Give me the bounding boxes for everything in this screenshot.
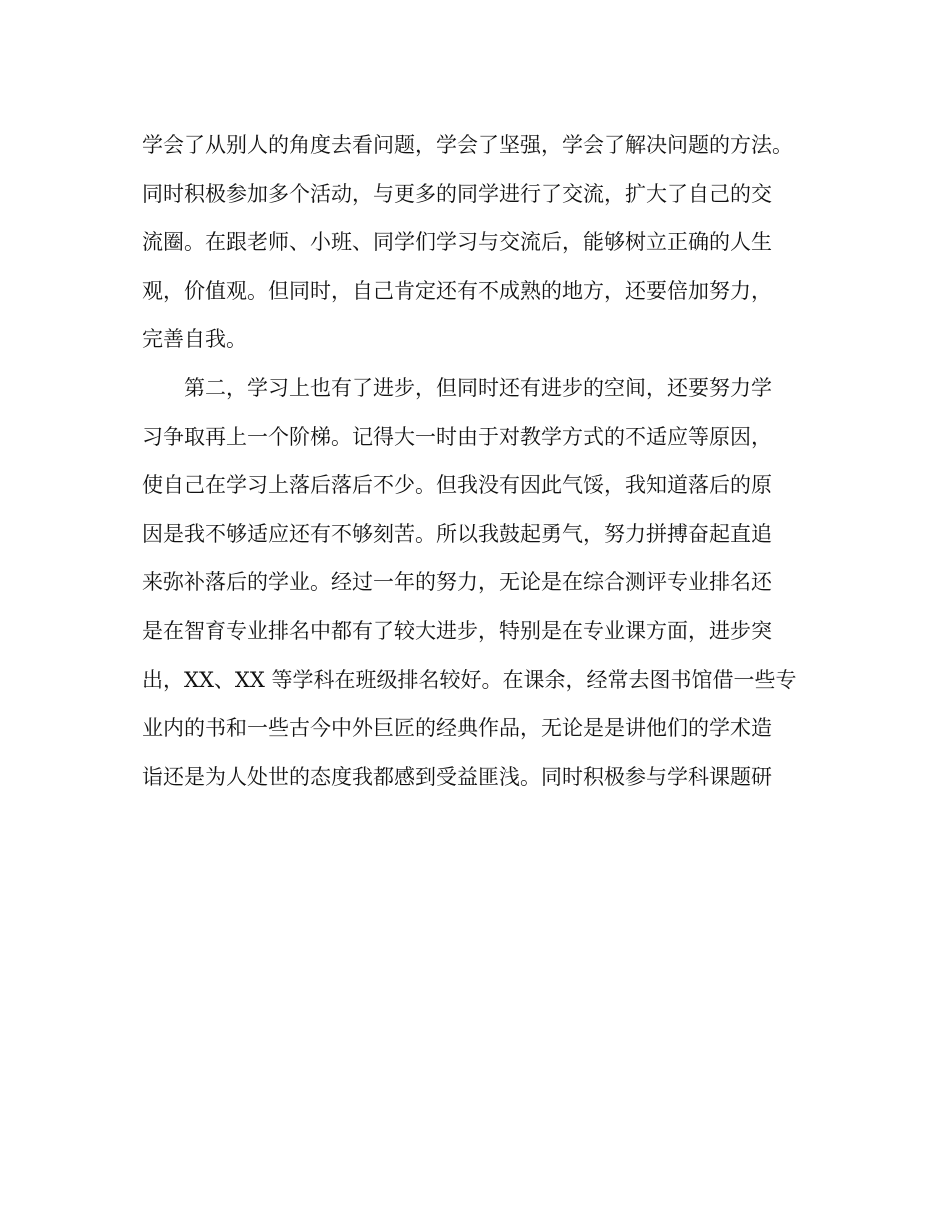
text-line: 因是我不够适应还有不够刻苦。所以我鼓起勇气，努力拼搏奋起直追 [142,521,772,546]
body-text [142,121,822,801]
text-line: 完善自我。 [142,327,247,352]
text-line: 流圈。在跟老师、小班、同学们学习与交流后，能够树立正确的人生 [142,230,772,255]
text-line: 出，XX、XX 等学科在班级排名较好。在课余，经常去图书馆借一些专 [142,667,797,692]
text-line: 习争取再上一个阶梯。记得大一时由于对教学方式的不适应等原因， [142,424,772,449]
text-line: 是在智育专业排名中都有了较大进步，特别是在专业课方面，进步突 [142,618,772,643]
paragraph-start-line: 第二，学习上也有了进步，但同时还有进步的空间，还要努力学 [184,375,772,400]
text-line: 同时积极参加多个活动，与更多的同学进行了交流，扩大了自己的交 [142,181,772,206]
text-line: 使自己在学习上落后落后不少。但我没有因此气馁，我知道落后的原 [142,473,772,498]
text-line: 来弥补落后的学业。经过一年的努力，无论是在综合测评专业排名还 [142,570,772,595]
text-line: 观，价值观。但同时，自己肯定还有不成熟的地方，还要倍加努力， [142,278,772,303]
text-line: 业内的书和一些古今中外巨匠的经典作品，无论是是讲他们的学术造 [142,716,772,741]
text-line: 诣还是为人处世的态度我都感到受益匪浅。同时积极参与学科课题研 [142,764,772,789]
text-line: 学会了从别人的角度去看问题，学会了坚强，学会了解决问题的方法。 [142,133,793,157]
